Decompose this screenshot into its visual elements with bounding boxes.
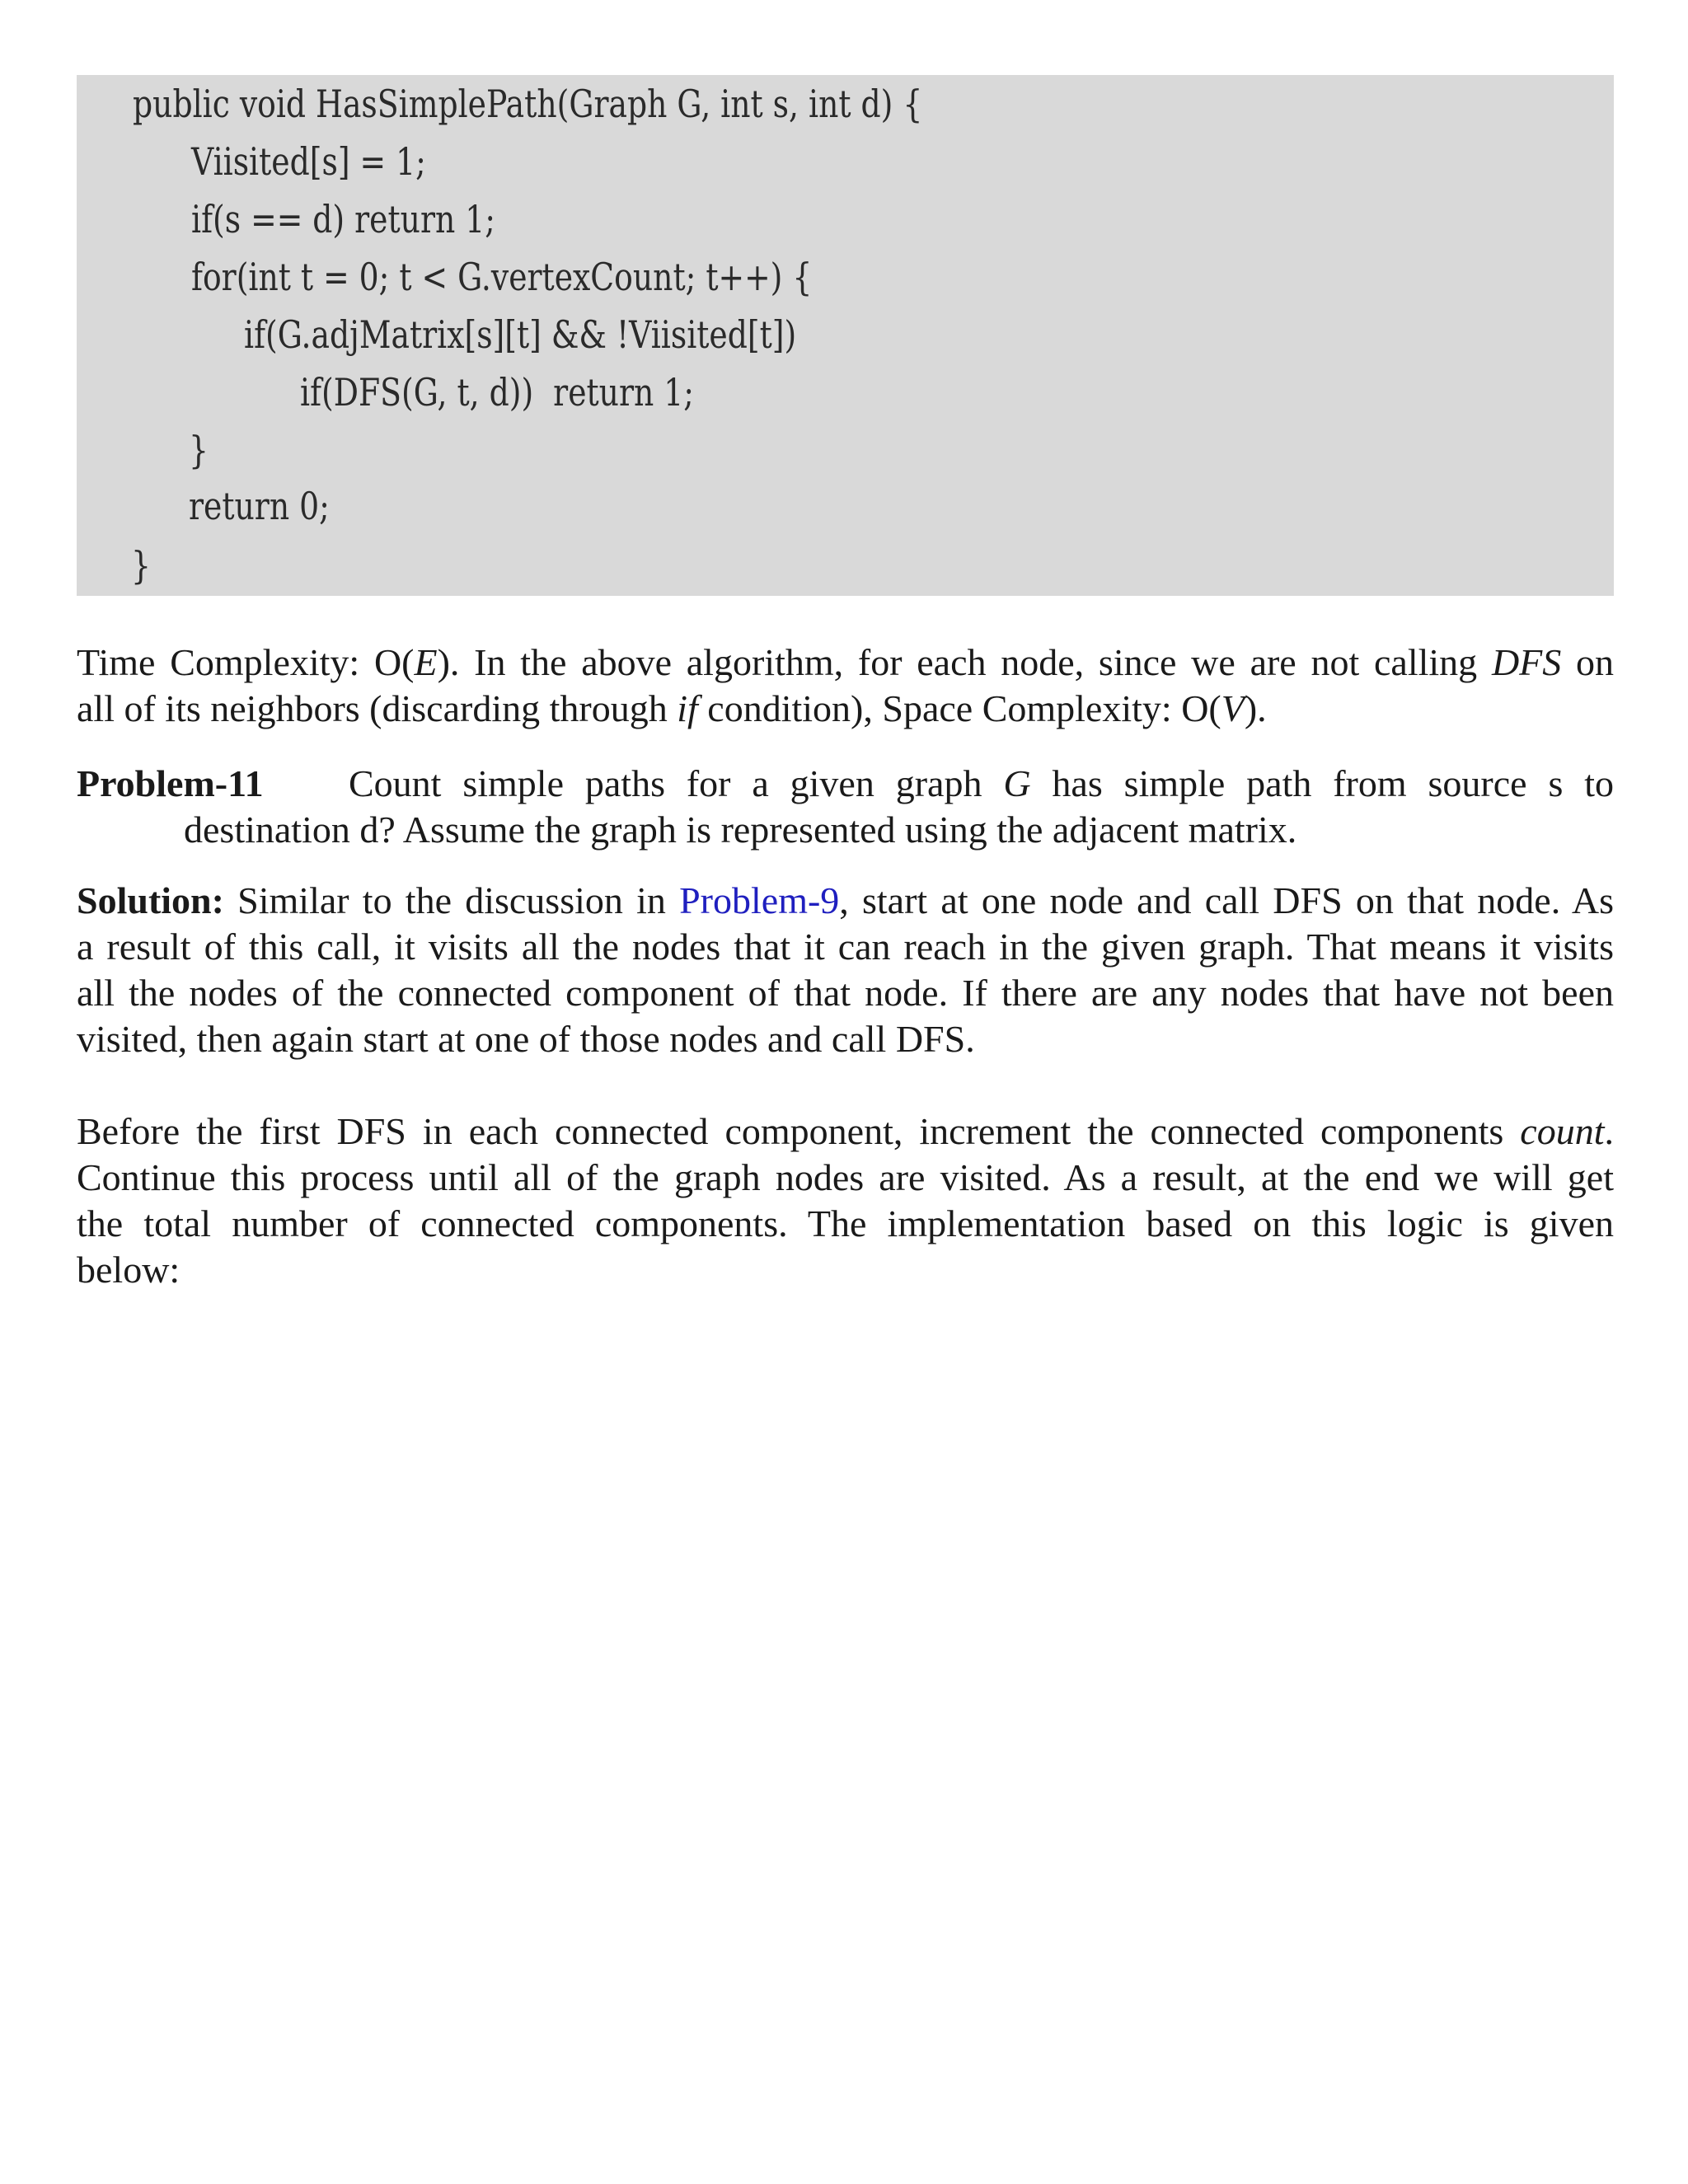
text: Before the first DFS in each connected component, increment the connected components (77, 1110, 1521, 1152)
code-line: for(int t = 0; t < G.vertexCount; t++) { (191, 255, 813, 299)
paragraph-line: all the nodes of the connected component of that node. If there are any nodes that have not been (77, 972, 1614, 1014)
solution-label: Solution: (77, 879, 224, 921)
problem-9-link[interactable]: Problem-9 (679, 879, 840, 921)
code-line: if(s == d) return 1; (191, 197, 495, 241)
paragraph-line (77, 878, 1614, 924)
paragraph-line (77, 686, 1614, 732)
problem-text (349, 761, 1614, 807)
solution-paragraph (77, 878, 1614, 1062)
code-block (77, 75, 1614, 596)
text: , start at one node and call DFS on that node. As (839, 879, 1614, 921)
problem-line (77, 761, 1614, 807)
code-line: return 0; (189, 484, 330, 528)
paragraph-line: Continue this process until all of the graph nodes are visited. As a result, at the end we will get (77, 1156, 1614, 1198)
complexity-paragraph (77, 640, 1614, 732)
paragraph-line: visited, then again start at one of those nodes and call DFS. (77, 1018, 975, 1060)
text: G (1003, 762, 1031, 804)
text: on (1561, 641, 1615, 683)
code-line: if(DFS(G, t, d)) return 1; (300, 370, 695, 415)
text: all of its neighbors (discarding through (77, 687, 678, 729)
text: count (1520, 1110, 1605, 1152)
text: DFS (1491, 641, 1562, 683)
problem-label: Problem-11 (77, 762, 264, 804)
code-line: public void HasSimplePath(Graph G, int s, int d) { (133, 82, 923, 126)
paragraph-line (77, 1108, 1614, 1155)
before-paragraph (77, 1108, 1614, 1293)
problem-line: destination d? Assume the graph is represented using the adjacent matrix. (184, 808, 1297, 851)
paragraph-line: the total number of connected components. The implementation based on this logic is given (77, 1202, 1614, 1244)
paragraph-line: below: (77, 1249, 181, 1291)
code-line: Viisited[s] = 1; (191, 139, 426, 184)
text: condition), Space Complexity: O( (697, 687, 1221, 729)
text: ). (1244, 687, 1267, 729)
code-line: } (131, 543, 152, 588)
text: has simple path from source s to (1030, 762, 1614, 804)
text: Similar to the discussion in (223, 879, 680, 921)
text: V (1221, 687, 1245, 729)
text: E (414, 641, 438, 683)
text: if (677, 687, 698, 729)
paragraph-line: a result of this call, it visits all the nodes that it can reach in the given graph. That means it visits (77, 926, 1614, 968)
code-line: if(G.adjMatrix[s][t] && !Viisited[t]) (244, 312, 797, 357)
paragraph-line (77, 640, 1614, 686)
code-line: } (189, 428, 209, 472)
text: Count simple paths for a given graph (349, 762, 1004, 804)
text: ). In the above algorithm, for each node, since we are not calling (437, 641, 1492, 683)
text: Time Complexity: O( (77, 641, 415, 683)
problem-statement (77, 761, 1614, 853)
text: . (1604, 1110, 1614, 1152)
